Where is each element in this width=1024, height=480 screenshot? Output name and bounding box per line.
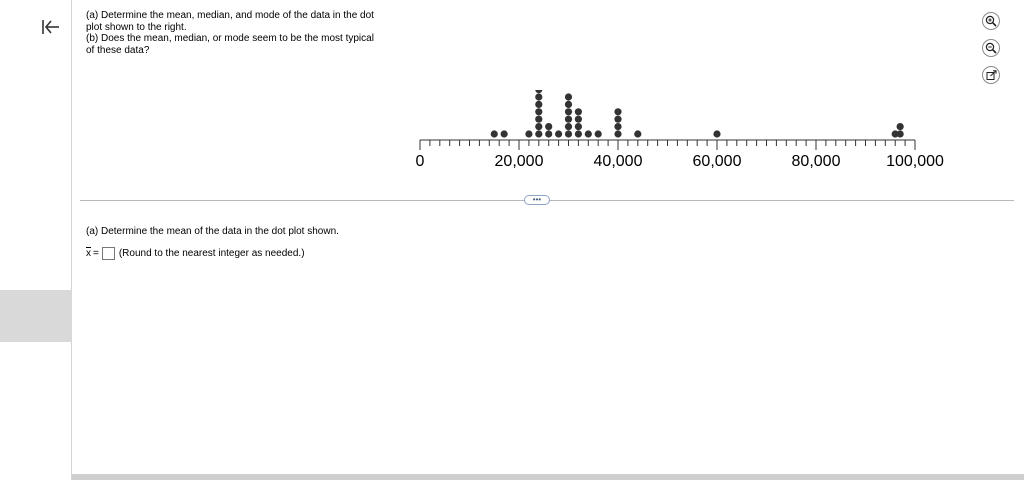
- data-dot: [535, 90, 542, 93]
- dot-plot-chart: [405, 90, 965, 180]
- data-dot: [575, 108, 582, 115]
- question-line: (b) Does the mean, median, or mode seem to be the most typical: [86, 33, 374, 44]
- data-dot: [535, 108, 542, 115]
- data-dot: [501, 130, 508, 137]
- data-dot: [565, 123, 572, 130]
- question-line: of these data?: [86, 44, 150, 56]
- tick-label: 80,000: [791, 153, 841, 170]
- equals-sign: =: [93, 248, 99, 259]
- data-dot: [565, 130, 572, 137]
- tick-label: 100,000: [886, 153, 944, 170]
- left-rail: [0, 0, 72, 480]
- open-external-icon: [986, 70, 997, 81]
- answer-row: [86, 247, 305, 260]
- back-button[interactable]: [38, 14, 64, 40]
- open-external-button[interactable]: [982, 66, 1000, 84]
- data-dot: [535, 116, 542, 123]
- data-dot: [565, 108, 572, 115]
- data-dot: [575, 130, 582, 137]
- mean-answer-input[interactable]: [102, 247, 115, 260]
- zoom-out-button[interactable]: [982, 39, 1000, 57]
- data-dot: [614, 123, 621, 130]
- data-dot: [545, 130, 552, 137]
- data-dot: [555, 130, 562, 137]
- zoom-in-button[interactable]: [982, 12, 1000, 30]
- tick-label: 20,000: [494, 153, 544, 170]
- data-dot: [585, 130, 592, 137]
- figure-tools: [982, 12, 1002, 93]
- x-bar-symbol: x: [86, 248, 91, 259]
- data-dot: [535, 123, 542, 130]
- data-dot: [565, 101, 572, 108]
- tick-label: 0: [415, 153, 425, 170]
- data-dot: [713, 130, 720, 137]
- bottom-scrollbar: [72, 474, 1024, 480]
- tick-label: 60,000: [692, 153, 742, 170]
- question-line: (a) Determine the mean, median, and mode of the data in the dot: [86, 10, 374, 21]
- data-dot: [535, 93, 542, 100]
- question-line: plot shown to the right.: [86, 21, 187, 33]
- data-dot: [897, 130, 904, 137]
- data-dot: [575, 123, 582, 130]
- part-a-prompt: (a) Determine the mean of the data in the dot plot shown.: [86, 226, 339, 237]
- data-dot: [535, 130, 542, 137]
- data-dot: [535, 101, 542, 108]
- data-dot: [634, 130, 641, 137]
- data-dot: [897, 123, 904, 130]
- rounding-hint: (Round to the nearest integer as needed.): [118, 248, 305, 259]
- data-dot: [565, 116, 572, 123]
- zoom-out-icon: [985, 42, 997, 54]
- expand-button[interactable]: •••: [524, 195, 550, 205]
- data-dot: [614, 108, 621, 115]
- question-text: [86, 10, 406, 56]
- data-dot: [491, 130, 498, 137]
- data-dot: [595, 130, 602, 137]
- rail-highlight: [0, 290, 72, 342]
- arrow-left-to-bar-icon: [41, 18, 61, 36]
- data-dot: [614, 130, 621, 137]
- data-dot: [575, 116, 582, 123]
- data-dot: [614, 116, 621, 123]
- data-dot: [545, 123, 552, 130]
- zoom-in-icon: [985, 15, 997, 27]
- data-dot: [565, 93, 572, 100]
- tick-label: 40,000: [593, 153, 643, 170]
- data-dot: [525, 130, 532, 137]
